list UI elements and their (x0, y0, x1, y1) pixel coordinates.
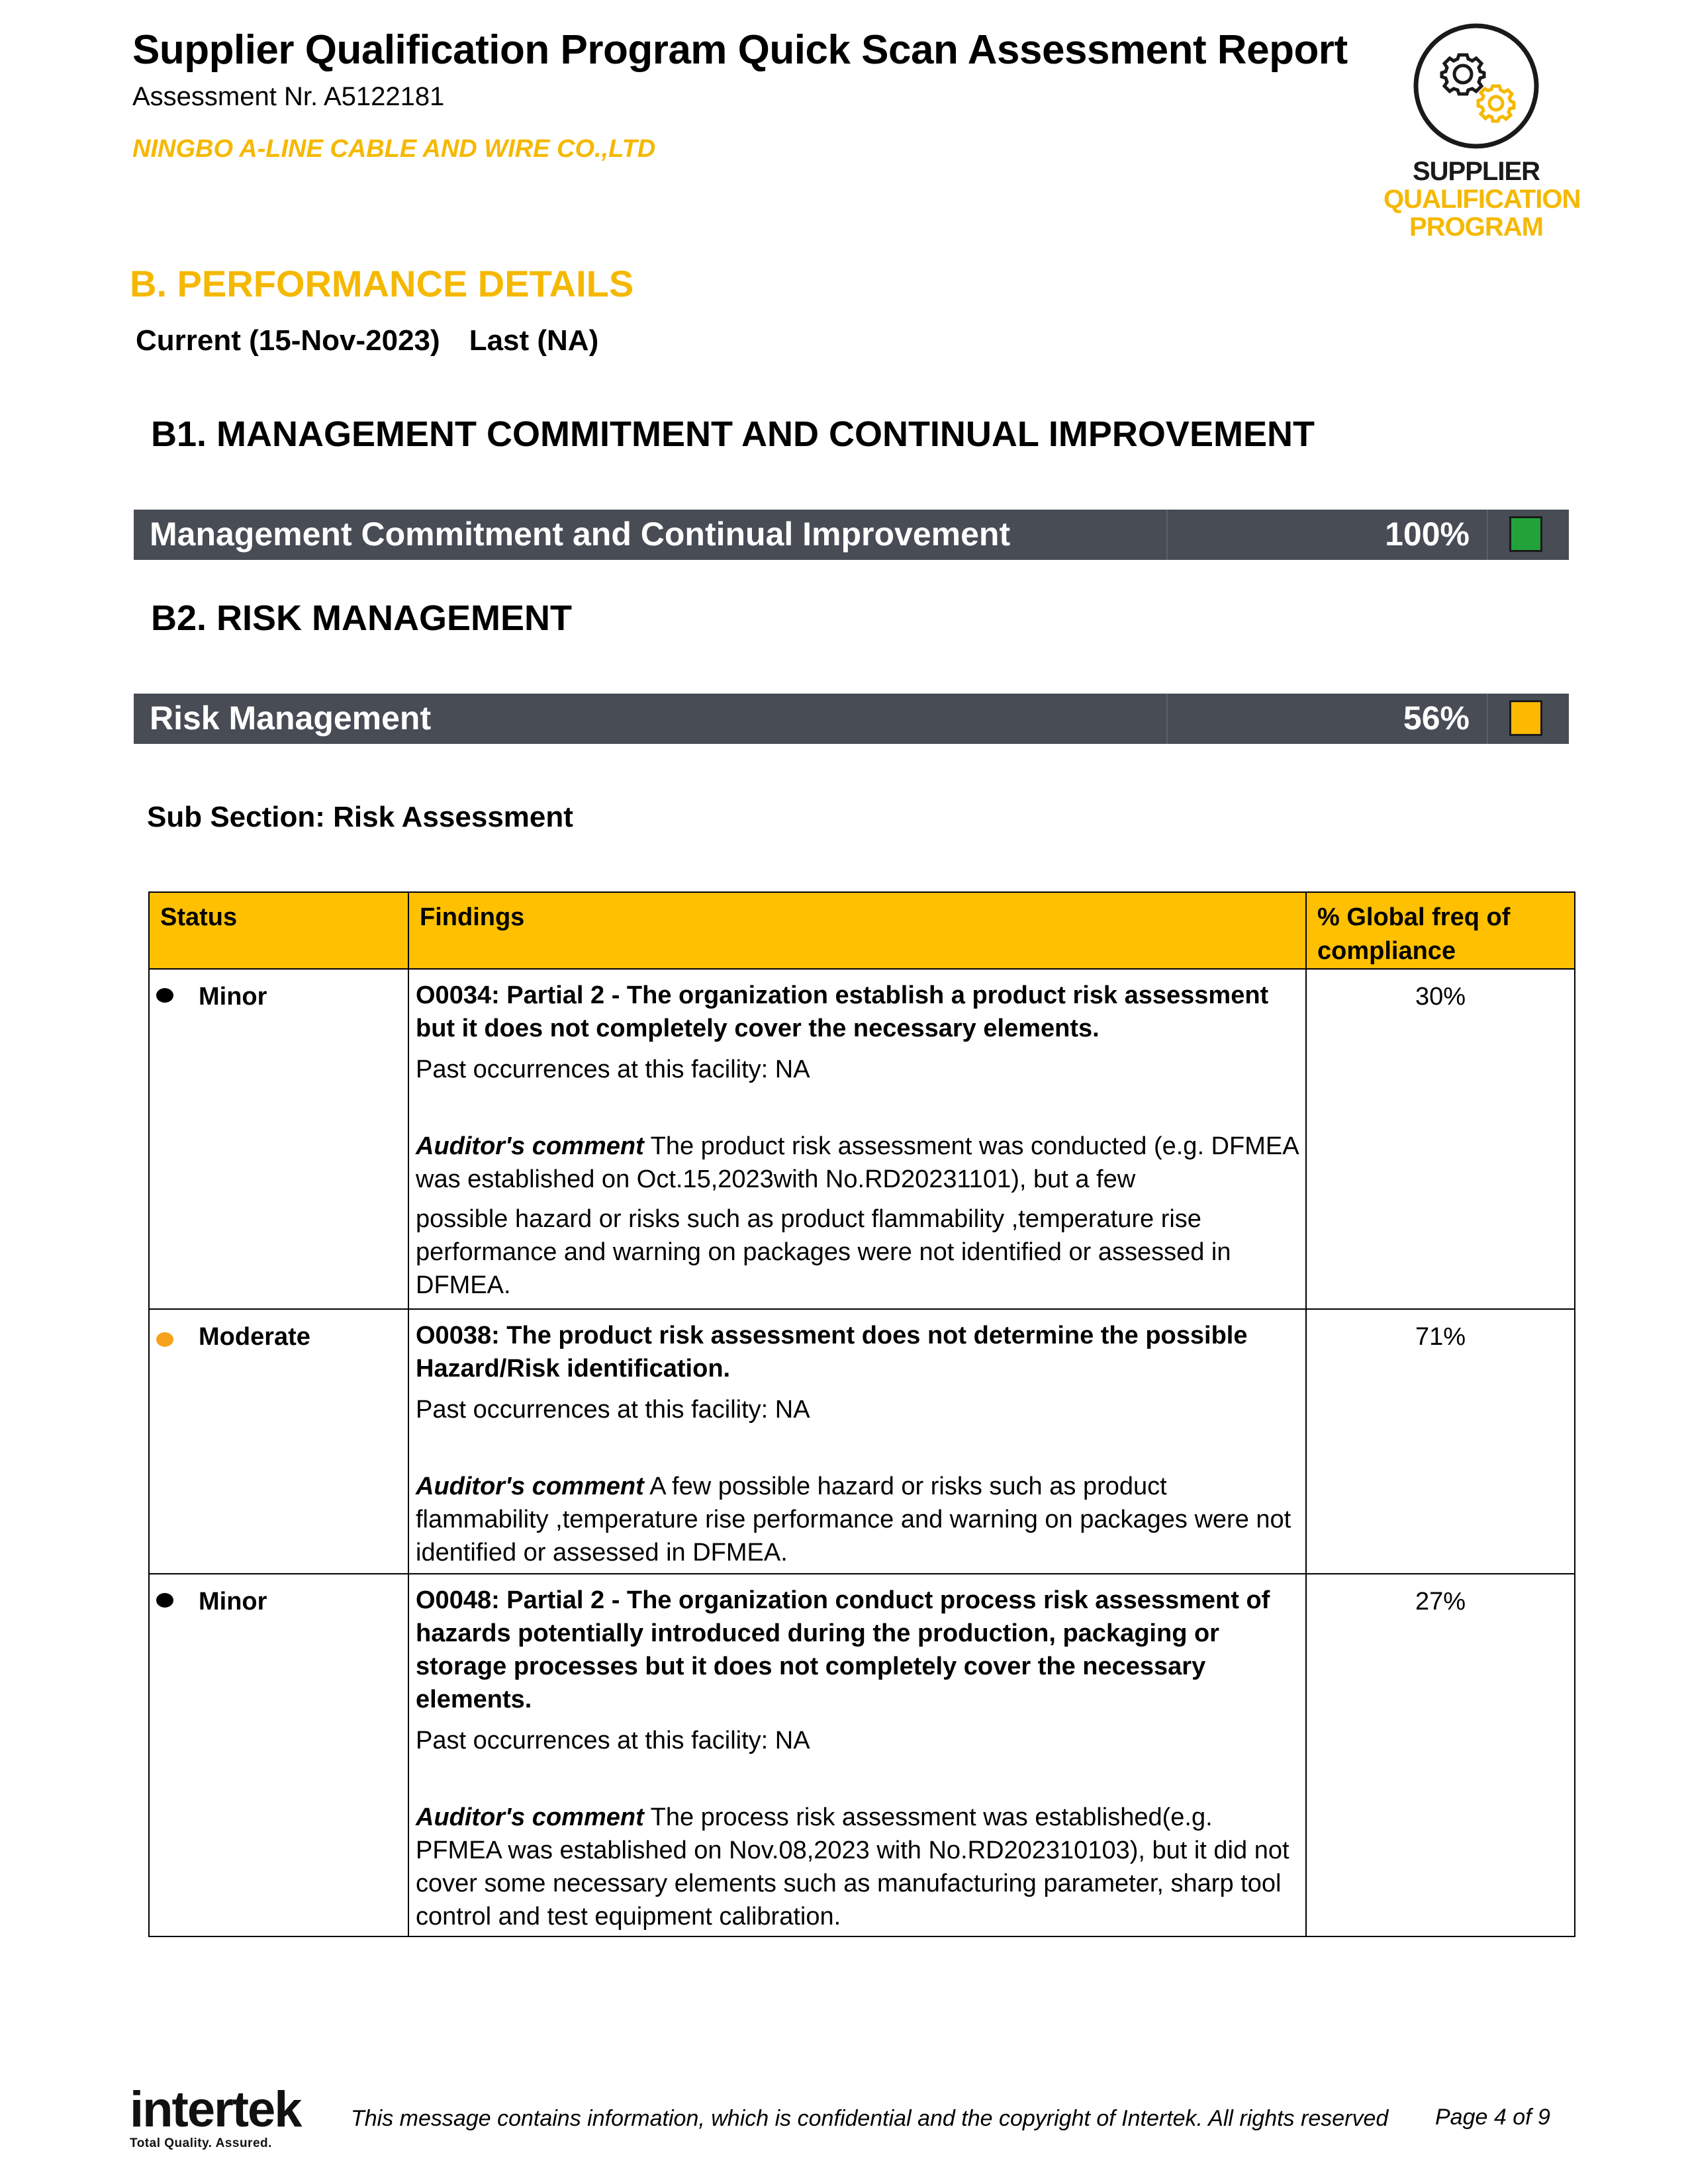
finding-title: O0034: Partial 2 - The organization establish a product risk assessment but it does not completely cover the necessary elements. (416, 981, 1269, 1042)
b1-bar-name: Management Commitment and Continual Improvement (150, 516, 1011, 553)
past-occurrences: Past occurrences at this facility: NA (416, 1727, 810, 1754)
b2-score: 56% (1403, 700, 1470, 737)
b1-score-bar (134, 510, 1569, 560)
finding-title: O0038: The product risk assessment does not determine the possible Hazard/Risk identification. (416, 1322, 1248, 1383)
finding-cell (408, 969, 1306, 1309)
table-header-row (149, 892, 1575, 969)
status-label: Minor (199, 1588, 267, 1615)
header-findings: Findings (408, 892, 1306, 969)
auditor-comment (416, 1801, 1303, 1933)
subsection-title: Sub Section: Risk Assessment (147, 801, 573, 833)
past-occurrences: Past occurrences at this facility: NA (416, 1056, 810, 1083)
header-status: Status (149, 892, 408, 969)
freq-cell: 71% (1306, 1309, 1575, 1574)
severity-dot-icon (156, 1332, 173, 1347)
status-cell (149, 1574, 408, 1936)
page-number: Page 4 of 9 (1435, 2105, 1550, 2130)
past-occurrences: Past occurrences at this facility: NA (416, 1396, 810, 1424)
auditor-comment (416, 1470, 1303, 1569)
table-row (149, 1574, 1575, 1936)
finding-title: O0048: Partial 2 - The organization conduct process risk assessment of hazards potentially introduced during the production, packaging or storage processes but it does not completely cover the necessary elements. (416, 1586, 1270, 1713)
b2-heading: B2. RISK MANAGEMENT (151, 598, 573, 638)
last-period: Last (NA) (469, 324, 599, 357)
severity-dot-icon (156, 1593, 173, 1608)
comment-text: The process risk assessment was established(e.g. PFMEA was established on Nov.08,2023 with No.RD202310103), but it did not cover some necessary elements such as manufacturing parameter, sharp tool control and test equipment calibration. (416, 1803, 1289, 1931)
auditor-comment (416, 1130, 1303, 1196)
period-line (136, 324, 598, 357)
logo-line-3: PROGRAM (1409, 212, 1543, 242)
findings-table (148, 891, 1575, 1937)
logo-line-2: QUALIFICATION (1383, 185, 1581, 214)
status-cell (149, 1309, 408, 1574)
intertek-logo (130, 2081, 301, 2151)
comment-continued: possible hazard or risks such as product flammability ,temperature rise performance and warning on packages were not identified or assessed in DFMEA. (416, 1205, 1231, 1299)
b2-bar-name: Risk Management (150, 700, 432, 737)
freq-cell: 27% (1306, 1574, 1575, 1936)
severity-dot-icon (156, 988, 173, 1003)
section-title: B. PERFORMANCE DETAILS (130, 263, 634, 304)
comment-text: The product risk assessment was conducted (e.g. DFMEA was established on Oct.15,2023with No.RD20231101), but a few (416, 1132, 1298, 1193)
b1-score: 100% (1385, 516, 1470, 553)
b2-score-bar (134, 694, 1569, 744)
header-freq: % Global freq of compliance (1306, 892, 1575, 969)
b1-status-indicator (1509, 516, 1542, 552)
comment-text: A few possible hazard or risks such as product flammability ,temperature rise performance and warning on packages were not identified or assessed in DFMEA. (416, 1473, 1291, 1567)
logo-line-1: SUPPLIER (1412, 157, 1540, 186)
b1-heading: B1. MANAGEMENT COMMITMENT AND CONTINUAL IMPROVEMENT (151, 414, 1315, 454)
assessment-number: Assessment Nr. A5122181 (132, 82, 445, 111)
sqp-logo (1383, 20, 1581, 242)
comment-label: Auditor's comment (416, 1803, 644, 1831)
report-title: Supplier Qualification Program Quick Scan Assessment Report (132, 27, 1348, 73)
intertek-tagline: Total Quality. Assured. (130, 2136, 272, 2150)
table-row (149, 1309, 1575, 1574)
freq-cell: 30% (1306, 969, 1575, 1309)
supplier-name: NINGBO A-LINE CABLE AND WIRE CO.,LTD (132, 135, 656, 163)
comment-label: Auditor's comment (416, 1473, 644, 1500)
current-period: Current (15-Nov-2023) (136, 324, 440, 357)
b2-status-indicator (1509, 700, 1542, 736)
finding-cell (408, 1309, 1306, 1574)
comment-label: Auditor's comment (416, 1132, 644, 1160)
table-row (149, 969, 1575, 1309)
status-cell (149, 969, 408, 1309)
status-label: Moderate (199, 1323, 310, 1351)
confidentiality-note: This message contains information, which is confidential and the copyright of Intertek. All rights reserved (351, 2106, 1389, 2131)
finding-cell (408, 1574, 1306, 1936)
gears-icon (1410, 20, 1542, 152)
status-label: Minor (199, 983, 267, 1011)
intertek-wordmark: intertek (130, 2081, 301, 2138)
